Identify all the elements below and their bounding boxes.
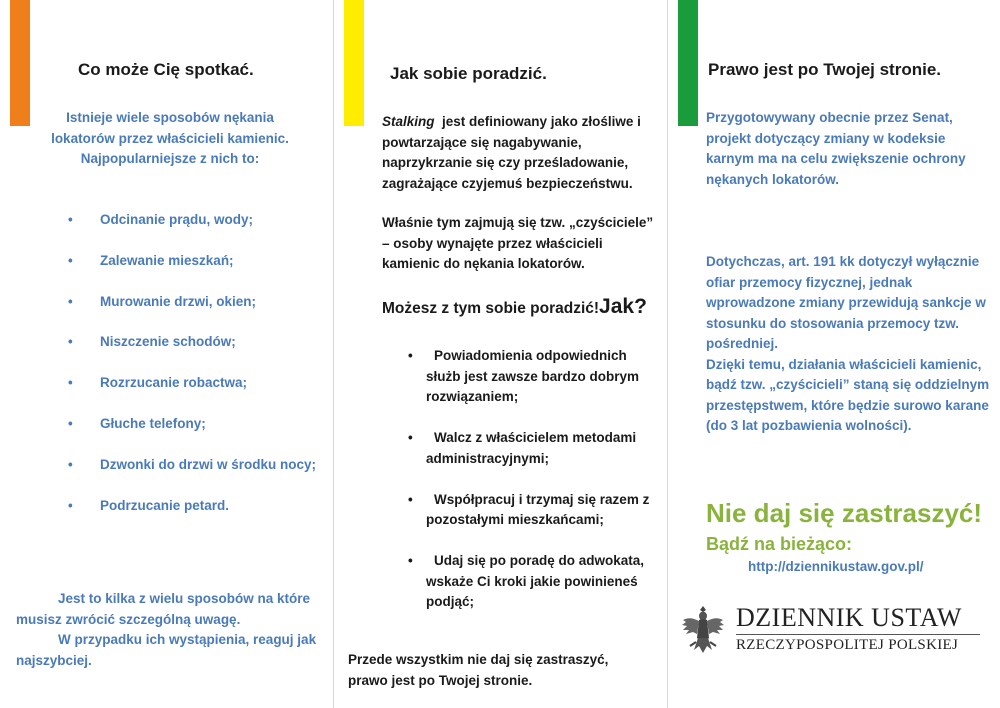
threats-outro-2: W przypadku ich wystąpienia, reaguj jak najszybciej. (16, 632, 317, 668)
coping-question-how: Jak? (599, 295, 647, 318)
coping-question: Możesz z tym sobie poradzić!Jak? (382, 295, 647, 318)
coping-final-note: Przede wszystkim nie daj się zastraszyć, prawo jest po Twojej stronie. (348, 652, 609, 688)
up-to-date-label: Bądź na bieżąco: (706, 534, 853, 554)
stalking-term: Stalking (382, 114, 435, 129)
logo-subtitle: RZECZYPOSPOLITEJ POLSKIEJ (736, 637, 959, 653)
panel-law (668, 0, 1000, 708)
orange-accent-bar (10, 0, 30, 126)
logo-title: DZIENNIK USTAW (736, 603, 962, 632)
panel-threats (0, 0, 334, 708)
threats-intro: Istnieje wiele sposobów nękania lokatorów przez właścicieli kamienic. Najpopularniejsze z nich to: (51, 110, 289, 166)
list-item: • Podrzucanie petard. (68, 497, 230, 513)
eagle-emblem-icon (680, 604, 726, 656)
cleaners-description: Właśnie tym zajmują się tzw. „czyściciele” – osoby wynajęte przez właścicieli kamienic do nękania lokatorów. (382, 215, 654, 271)
panel-coping (334, 0, 668, 708)
logo-divider (736, 634, 980, 635)
list-item: • Współpracuj i trzymaj się razem z pozostałymi mieszkańcami; (408, 491, 650, 527)
panel-threats-heading: Co może Cię spotkać. (78, 60, 254, 79)
yellow-accent-bar (344, 0, 364, 126)
panel-coping-heading: Jak sobie poradzić. (390, 64, 547, 83)
list-item: • Odcinanie prądu, wody; (68, 212, 254, 227)
list-item: • Udaj się po poradę do adwokata, wskaże Ci kroki jakie powinieneś podjąć; (408, 553, 645, 609)
list-item: • Rozrzucanie robactwa; (68, 375, 248, 391)
website-link[interactable]: http://dziennikustaw.gov.pl/ (748, 559, 924, 574)
list-item: • Powiadomienia odpowiednich służb jest zawsze bardzo dobrym rozwiązaniem; (408, 348, 640, 404)
list-item: • Walcz z właścicielem metodami administracyjnymi; (408, 430, 637, 466)
law-details (706, 252, 996, 437)
list-item: • Zalewanie mieszkań; (68, 252, 234, 268)
threats-outro (16, 589, 332, 671)
threats-outro-1: Jest to kilka z wielu sposobów na które musisz zwrócić szczególną uwagę. (16, 591, 311, 627)
slogan: Nie daj się zastraszyć! (706, 498, 983, 528)
coping-list (408, 346, 658, 613)
law-details-2: Dzięki temu, działania właścicieli kamienic, bądź tzw. „czyścicieli” staną się oddzielnym przestępstwem, które będzie surowo karane (do 3 lat pozbawienia wolności). (706, 356, 990, 433)
list-item: • Dzwonki do drzwi w środku nocy; (68, 456, 317, 472)
law-intro: Przygotowywany obecnie przez Senat, projekt dotyczący zmiany w kodeksie karnym ma na celu zwiększenie ochrony nękanych lokatorów. (706, 110, 966, 187)
green-accent-bar (678, 0, 698, 126)
list-item: • Głuche telefony; (68, 415, 206, 431)
panel-law-heading: Prawo jest po Twojej stronie. (708, 60, 942, 79)
stalking-definition: Stalking jest definiowany jako złośliwe i powtarzające się nagabywanie, naprzykrzanie się czy prześladowanie, zagrażające czyjemuś bezpieczeństwu. (382, 114, 641, 191)
list-item: • Murowanie drzwi, okien; (68, 293, 257, 309)
list-item: • Niszczenie schodów; (68, 334, 236, 350)
law-details-1: Dotychczas, art. 191 kk dotyczył wyłącznie ofiar przemocy fizycznej, jednak wprowadzone zmiany przewidują sankcje w stosunku do stosowania przemocy tzw. pośredniej. (706, 254, 986, 351)
threats-list (68, 210, 318, 536)
